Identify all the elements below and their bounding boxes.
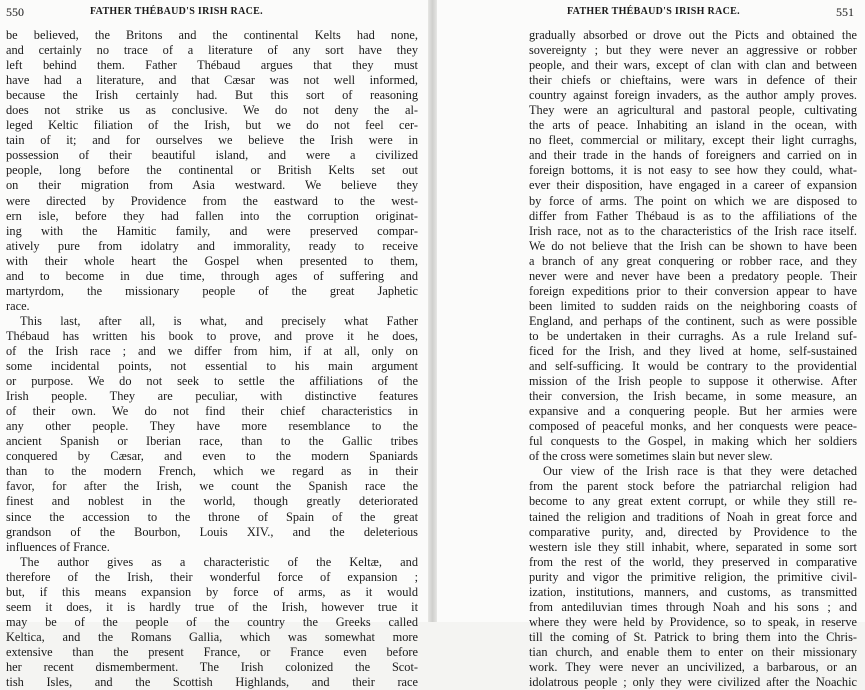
- text-line: ficed for the Irish, and they lived at home, self-sustained: [529, 343, 857, 358]
- text-line: We do not believe that the Irish can be shown to have been: [529, 238, 857, 253]
- text-line: composed of peaceful monks, and her conquests were peace-: [529, 419, 857, 434]
- text-line: from the parent stock before the patriarchal religion had: [529, 479, 857, 494]
- text-line: have had a literature, and that Cæsar was not well informed,: [6, 73, 418, 88]
- text-line: been limited to sudden raids on the neighboring coasts of: [529, 298, 857, 313]
- text-line: people, long before the continental or British Kelts set out: [6, 163, 418, 178]
- text-line: foreign expeditions prior to their conversion appear to have: [529, 283, 857, 298]
- text-line: may be of the people of the country the Greeks called: [6, 614, 418, 629]
- text-line: mission of the Irish people to suppose it otherwise. After: [529, 374, 857, 389]
- text-line: therefore of the Irish, their wonderful force of expansion ;: [6, 569, 418, 584]
- text-line: favor, for after the Irish, we count the Spanish race the: [6, 479, 418, 494]
- text-line: from the rest of the world, they preserved in comparative: [529, 554, 857, 569]
- text-line: leged Keltic filiation of the Irish, but we do not feel cer-: [6, 118, 418, 133]
- text-line: the arts of peace. Inhabiting an island in the ocean, with: [529, 118, 857, 133]
- text-line: people, and their wars, except of clan with clan and between: [529, 58, 857, 73]
- text-line: expansive and a conquering people. But her armies were: [529, 404, 857, 419]
- text-line: atively pure from idolatry and immorality, ready to receive: [6, 238, 418, 253]
- text-line: does not strike us as conclusive. We do not deny the al-: [6, 103, 418, 118]
- text-line: since the accession to the throne of Spain of the great: [6, 509, 418, 524]
- text-line: and to become in due time, through ages of suffering and: [6, 268, 418, 283]
- text-line: Thébaud has written his book to prove, and prove it he does,: [6, 328, 418, 343]
- text-line: where they were held by Providence, so to speak, in reserve: [529, 614, 857, 629]
- right-page-body: [529, 28, 857, 690]
- text-line: on their migration from Asia westward. We believe they: [6, 178, 418, 193]
- text-line: tain of it; and for ourselves we believe the Irish were in: [6, 133, 418, 148]
- text-line: influences of France.: [6, 539, 110, 554]
- text-line: work. They were never an uncivilized, a barbarous, or an: [529, 659, 857, 674]
- text-line: any other people. They have more resemblance to the: [6, 419, 418, 434]
- text-line: ization, institutions, manners, and customs, as transmitted: [529, 584, 857, 599]
- right-page-number: 551: [836, 5, 854, 19]
- text-line: Keltica, and the Romans Gallia, which was somewhat more: [6, 629, 418, 644]
- text-line: extensive than the present France, or France even before: [6, 644, 418, 659]
- text-line: of the Irish race ; and we differ from him, if at all, only on: [6, 343, 418, 358]
- text-line: be believed, the Britons and the continental Kelts had none,: [6, 28, 418, 42]
- text-line: left behind them. Father Thébaud argues that they must: [6, 58, 418, 73]
- text-line: and self-sufficing. It would be contrary to the providential: [529, 359, 857, 374]
- text-line: tish Isles, and the Scottish Highlands, and their race: [6, 675, 418, 690]
- left-page: [0, 0, 428, 690]
- text-line: gradually absorbed or drove out the Picts and obtained the: [529, 28, 857, 42]
- text-line: ancient Spanish or Iberian race, than to the Gallic tribes: [6, 434, 418, 449]
- left-page-body: [6, 28, 418, 690]
- text-line: of their own. We do not find their chief characteristics in: [6, 404, 418, 419]
- text-line: western isle they still inhabit, where, separated in some sort: [529, 539, 857, 554]
- text-line: sovereignty ; but they were never an aggressive or robber: [529, 43, 857, 58]
- text-line: martyrdom, the missionary people of the great Japhetic: [6, 283, 418, 298]
- text-line: They were an agricultural and pastoral people, cultivating: [529, 103, 857, 118]
- book-gutter: [428, 0, 437, 622]
- text-line: Our view of the Irish race is that they were detached: [543, 464, 857, 479]
- text-line: were directed by Providence from the eastward to the west-: [6, 193, 418, 208]
- text-line: some incidental points, not essential to his main argument: [6, 359, 418, 374]
- text-line: seem it does, it is hardly true of the Irish, however true it: [6, 599, 418, 614]
- text-line: from antediluvian times through Noah and his sons ; and: [529, 599, 857, 614]
- text-line: Irish race, not as to the characteristics of the Irish race itself.: [529, 223, 857, 238]
- text-line: The author gives as a characteristic of the Keltæ, and: [20, 554, 418, 569]
- text-line: with their whole heart the Gospel when presented to them,: [6, 253, 418, 268]
- text-line: by force of arms. The point on which we are disposed to: [529, 193, 857, 208]
- text-line: ful conquests to the Gospel, in making which her soldiers: [529, 434, 857, 449]
- text-line: to be undertaken in their curraghs. As a rule Ireland suf-: [529, 328, 857, 343]
- right-page: [437, 0, 865, 690]
- text-line: country against foreign invaders, as the author amply proves.: [529, 88, 857, 103]
- text-line: of the cross were sometimes slain but never slew.: [529, 449, 773, 464]
- text-line: tained the religion and traditions of Noah in great force and: [529, 509, 857, 524]
- text-line: ever their disposition, have engaged in a career of expansion: [529, 178, 857, 193]
- text-line: Irish people. They are peculiar, with distinctive features: [6, 389, 418, 404]
- text-line: purity and vigor the primitive religion, the primitive civil-: [529, 569, 857, 584]
- text-line: ern isle, before they had fallen into the corruption originat-: [6, 208, 418, 223]
- text-line: their chiefs or chieftains, were wars in defence of their: [529, 73, 857, 88]
- text-line: foreign bottoms, it is not easy to see how they could, what-: [529, 163, 857, 178]
- text-line: her recent dismemberment. The Irish colonized the Scot-: [6, 659, 418, 674]
- left-page-header: [0, 5, 428, 21]
- text-line: conquered by Cæsar, and even to the modern Spaniards: [6, 449, 418, 464]
- text-line: but, if this means expansion by force of arms, as it would: [6, 584, 418, 599]
- text-line: no fleet, commercial or military, except their light curraghs,: [529, 133, 857, 148]
- text-line: and certainly no trace of a literature of any sort have they: [6, 43, 418, 58]
- text-line: England, and perhaps of the continent, such as were possible: [529, 313, 857, 328]
- text-line: This last, after all, is what, and precisely what Father: [20, 313, 418, 328]
- text-line: till the coming of St. Patrick to bring them into the Chris-: [529, 629, 857, 644]
- text-line: possession of their beautiful island, and were a civilized: [6, 148, 418, 163]
- page-number: 550: [6, 5, 24, 19]
- running-head: FATHER THÉBAUD'S IRISH RACE.: [90, 6, 263, 17]
- text-line: comparative purity, and, directed by Providence to the: [529, 524, 857, 539]
- text-line: race.: [6, 298, 30, 313]
- text-line: ing with the Hamitic family, and were preserved compar-: [6, 223, 418, 238]
- text-line: become to any great extent corrupt, or while they still re-: [529, 494, 857, 509]
- text-line: never were and never have been a predatory people. Their: [529, 268, 857, 283]
- text-line: because the Irish certainly had. But this sort of reasoning: [6, 88, 418, 103]
- text-line: and their trade in the hands of foreigners and carried on in: [529, 148, 857, 163]
- text-line: tian church, and enable them to enter on their missionary: [529, 644, 857, 659]
- text-line: grandson of the Bourbon, Louis XIV., and the deleterious: [6, 524, 418, 539]
- text-line: a branch of any great conquering or robber race, and they: [529, 253, 857, 268]
- text-line: their conversion, the Irish became, in some measure, an: [529, 389, 857, 404]
- right-running-head: FATHER THÉBAUD'S IRISH RACE.: [567, 6, 740, 17]
- text-line: than to the modern French, which we regard as in their: [6, 464, 418, 479]
- text-line: or purpose. We do not seek to settle the affiliations of the: [6, 374, 418, 389]
- text-line: finest and noblest in the world, though greatly deteriorated: [6, 494, 418, 509]
- text-line: idolatrous people ; only they were civilized after the Noachic: [529, 675, 857, 690]
- text-line: differ from Father Thébaud is as to the affiliations of the: [529, 208, 857, 223]
